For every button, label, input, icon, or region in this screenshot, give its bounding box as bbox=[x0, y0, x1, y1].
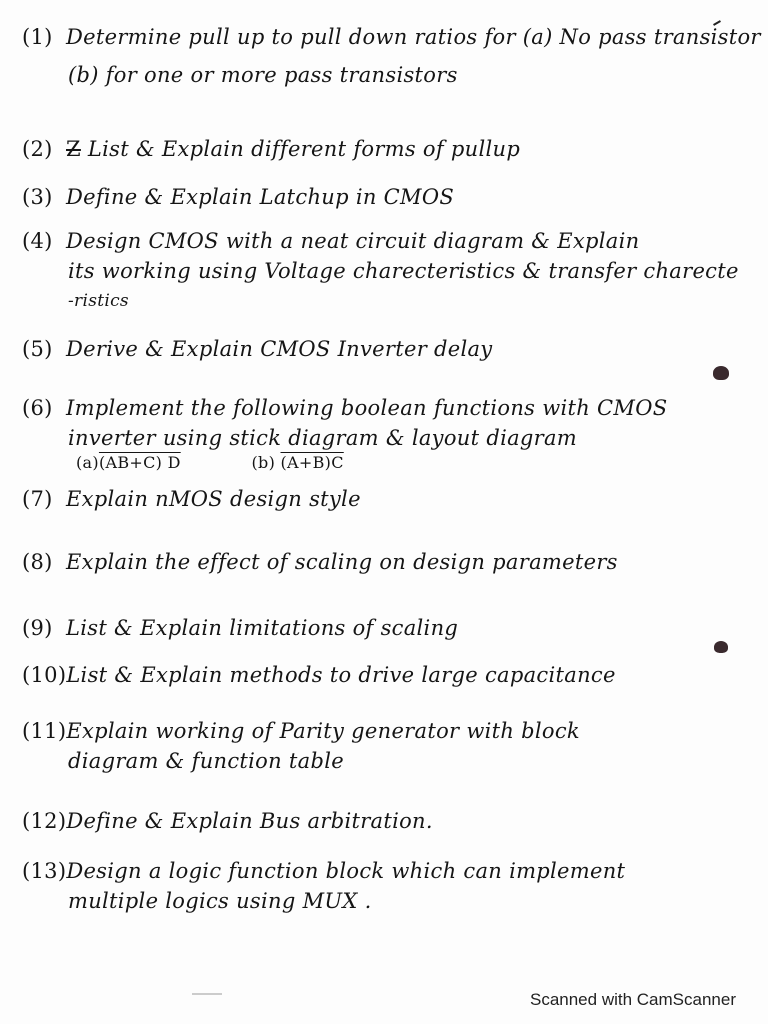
question-number: (3) bbox=[22, 185, 53, 209]
question-text: -ristics bbox=[68, 291, 129, 311]
question-8 bbox=[22, 547, 748, 577]
question-number: (13) bbox=[22, 859, 67, 883]
question-text: Implement the following boolean functions with CMOS bbox=[66, 396, 668, 420]
subpart-label: (b) bbox=[251, 453, 276, 472]
question-number: (4) bbox=[22, 229, 53, 253]
question-6 bbox=[22, 393, 748, 473]
question-text: Explain nMOS design style bbox=[66, 487, 361, 511]
question-4 bbox=[22, 226, 748, 316]
question-number: (5) bbox=[22, 337, 53, 361]
question-5 bbox=[22, 334, 748, 364]
question-3 bbox=[22, 182, 748, 212]
question-text: Define & Explain Latchup in CMOS bbox=[66, 185, 455, 209]
question-text: List & Explain limitations of scaling bbox=[66, 616, 459, 640]
subpart-label: (a) bbox=[76, 453, 99, 472]
question-7 bbox=[22, 484, 748, 514]
question-13 bbox=[22, 856, 748, 916]
question-number: (6) bbox=[22, 396, 53, 420]
question-text: (b) for one or more pass transistors bbox=[68, 63, 458, 87]
question-1 bbox=[22, 22, 761, 90]
question-number: (7) bbox=[22, 487, 53, 511]
question-number: (11) bbox=[22, 719, 67, 743]
question-2 bbox=[22, 134, 748, 164]
camscanner-watermark: Scanned with CamScanner bbox=[529, 990, 736, 1009]
question-11 bbox=[22, 716, 748, 776]
question-text: Define & Explain Bus arbitration. bbox=[66, 809, 433, 833]
boolean-expression: (AB+C) D bbox=[98, 453, 181, 472]
question-9 bbox=[22, 613, 748, 643]
question-number: (10) bbox=[22, 663, 67, 687]
question-text: Explain the effect of scaling on design parameters bbox=[66, 550, 618, 574]
question-text: List & Explain methods to drive large capacitance bbox=[66, 663, 616, 687]
question-10 bbox=[22, 660, 748, 690]
question-text: its working using Voltage charecteristics & transfer charecte bbox=[68, 259, 739, 283]
question-text: multiple logics using MUX . bbox=[68, 889, 372, 913]
question-text: diagram & function table bbox=[68, 749, 344, 773]
question-text: Design a logic function block which can implement bbox=[66, 859, 626, 883]
question-text: inverter using stick diagram & layout diagram bbox=[68, 426, 578, 450]
boolean-subparts bbox=[22, 453, 748, 473]
question-text: Derive & Explain CMOS Inverter delay bbox=[66, 337, 493, 361]
question-12 bbox=[22, 806, 748, 836]
question-number: (12) bbox=[22, 809, 67, 833]
question-number: (2) bbox=[22, 137, 53, 161]
ink-blot bbox=[714, 641, 728, 653]
ink-blot bbox=[713, 366, 729, 380]
question-text: Determine pull up to pull down ratios for (a) No pass transistor bbox=[66, 25, 761, 49]
scan-artifact bbox=[192, 993, 222, 995]
question-number: (8) bbox=[22, 550, 53, 574]
question-text: Explain working of Parity generator with block bbox=[66, 719, 580, 743]
question-text: List & Explain different forms of pullup bbox=[87, 137, 521, 161]
boolean-expression: (A+B)C bbox=[280, 453, 344, 472]
question-number: (1) bbox=[22, 25, 53, 49]
question-text: Design CMOS with a neat circuit diagram & Explain bbox=[66, 229, 640, 253]
struck-out-mark: Z bbox=[66, 137, 81, 161]
question-number: (9) bbox=[22, 616, 53, 640]
